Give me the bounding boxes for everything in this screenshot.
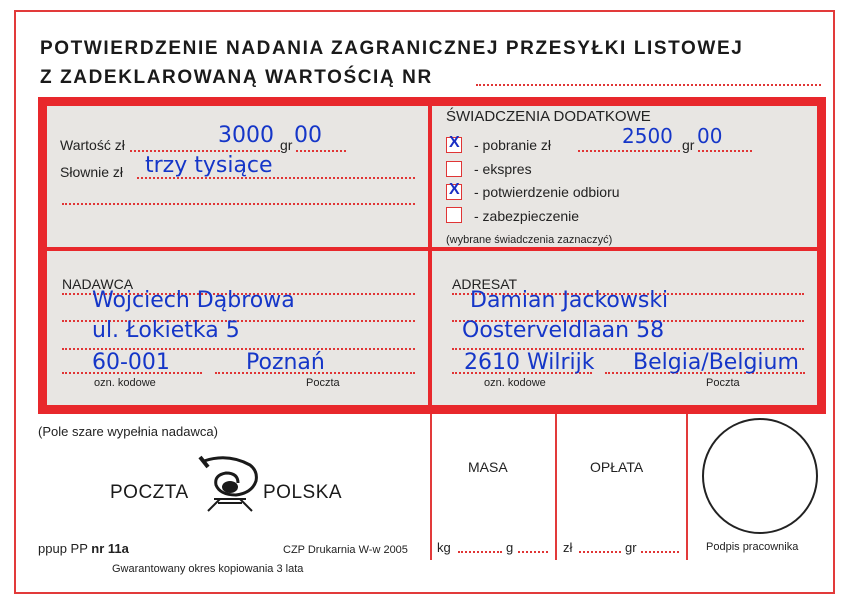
value-gr-label: gr — [280, 137, 293, 153]
sender-street[interactable]: ul. Łokietka 5 — [92, 318, 240, 343]
cod-gr[interactable]: 00 — [697, 124, 723, 148]
mass-label: MASA — [468, 459, 508, 475]
cod-gr-label: gr — [682, 137, 695, 153]
value-amount[interactable]: 3000 — [218, 123, 274, 148]
services-heading: ŚWIADCZENIA DODATKOWE — [446, 108, 651, 125]
signature-label: Podpis pracownika — [706, 541, 799, 553]
bottom-divider-right — [686, 414, 688, 560]
sender-name[interactable]: Wojciech Dąbrowa — [92, 288, 295, 313]
checkbox-cod[interactable] — [446, 134, 462, 153]
number-dotted-line[interactable] — [476, 84, 821, 86]
value-gr-dots — [296, 150, 346, 152]
words-label: Słownie zł — [60, 164, 124, 180]
confirmation-check-mark: X — [449, 181, 460, 198]
service-security-label: - zabezpieczenie — [474, 208, 580, 224]
addressee-postal-code[interactable]: 2610 Wilrijk — [464, 350, 595, 375]
sender-postal-label: ozn. kodowe — [94, 377, 156, 389]
guarantee-note: Gwarantowany okres kopiowania 3 lata — [112, 563, 304, 575]
form-code — [38, 541, 129, 556]
bottom-divider-middle — [555, 414, 557, 560]
gr-label: gr — [625, 540, 637, 555]
cod-gr-dots — [698, 150, 752, 152]
frame-horizontal-divider — [46, 247, 818, 251]
sender-city-label: Poczta — [306, 377, 340, 389]
sender-heading: NADAWCA — [62, 276, 134, 292]
logo-text-right: POLSKA — [263, 482, 343, 503]
words-dots-2 — [62, 203, 415, 205]
cod-check-mark: X — [449, 134, 460, 151]
printer-info: CZP Drukarnia W-w 2005 — [283, 544, 408, 556]
stamp-circle — [702, 418, 818, 534]
service-cod-label: - pobranie zł — [474, 137, 552, 153]
services-note: (wybrane świadczenia zaznaczyć) — [446, 234, 613, 246]
sender-postal-code[interactable]: 60-001 — [92, 350, 170, 375]
kg-label: kg — [437, 540, 451, 555]
fee-label: OPŁATA — [590, 459, 644, 475]
logo-text-left: POCZTA — [110, 482, 189, 503]
checkbox-delivery-confirmation[interactable] — [446, 181, 462, 200]
value-gr[interactable]: 00 — [294, 123, 322, 148]
kg-dots[interactable] — [458, 551, 502, 553]
frame-vertical-divider — [428, 104, 432, 407]
form-code-number: nr 11a — [91, 541, 129, 556]
service-express-label: - ekspres — [474, 161, 532, 177]
addressee-name[interactable]: Damian Jackowski — [470, 288, 669, 313]
post-horn-logo-icon — [198, 455, 262, 513]
cod-dots — [578, 150, 680, 152]
sender-city[interactable]: Poznań — [246, 350, 325, 375]
value-label: Wartość zł — [60, 137, 125, 153]
checkbox-express[interactable] — [446, 161, 462, 177]
bottom-divider-left — [430, 414, 432, 560]
value-dots — [130, 150, 280, 152]
zl-label: zł — [563, 540, 573, 555]
addressee-heading: ADRESAT — [452, 276, 518, 292]
addressee-street[interactable]: Oosterveldlaan 58 — [462, 318, 665, 343]
cod-amount[interactable]: 2500 — [622, 124, 673, 148]
words-value[interactable]: trzy tysiące — [145, 153, 273, 178]
g-dots[interactable] — [518, 551, 548, 553]
form-title-line2: Z ZADEKLAROWANĄ WARTOŚCIĄ NR — [40, 67, 433, 88]
form-code-prefix: ppup PP — [38, 541, 92, 556]
service-confirmation-label: - potwierdzenie odbioru — [474, 184, 620, 200]
addressee-postal-label: ozn. kodowe — [484, 377, 546, 389]
gr-dots[interactable] — [641, 551, 679, 553]
zl-dots[interactable] — [579, 551, 621, 553]
addressee-country[interactable]: Belgia/Belgium — [633, 350, 799, 375]
checkbox-security[interactable] — [446, 207, 462, 223]
grey-field-note: (Pole szare wypełnia nadawca) — [38, 424, 218, 439]
addressee-city-label: Poczta — [706, 377, 740, 389]
form-title-line1: POTWIERDZENIE NADANIA ZAGRANICZNEJ PRZESYŁKI LISTOWEJ — [40, 38, 744, 59]
g-label: g — [506, 540, 514, 555]
